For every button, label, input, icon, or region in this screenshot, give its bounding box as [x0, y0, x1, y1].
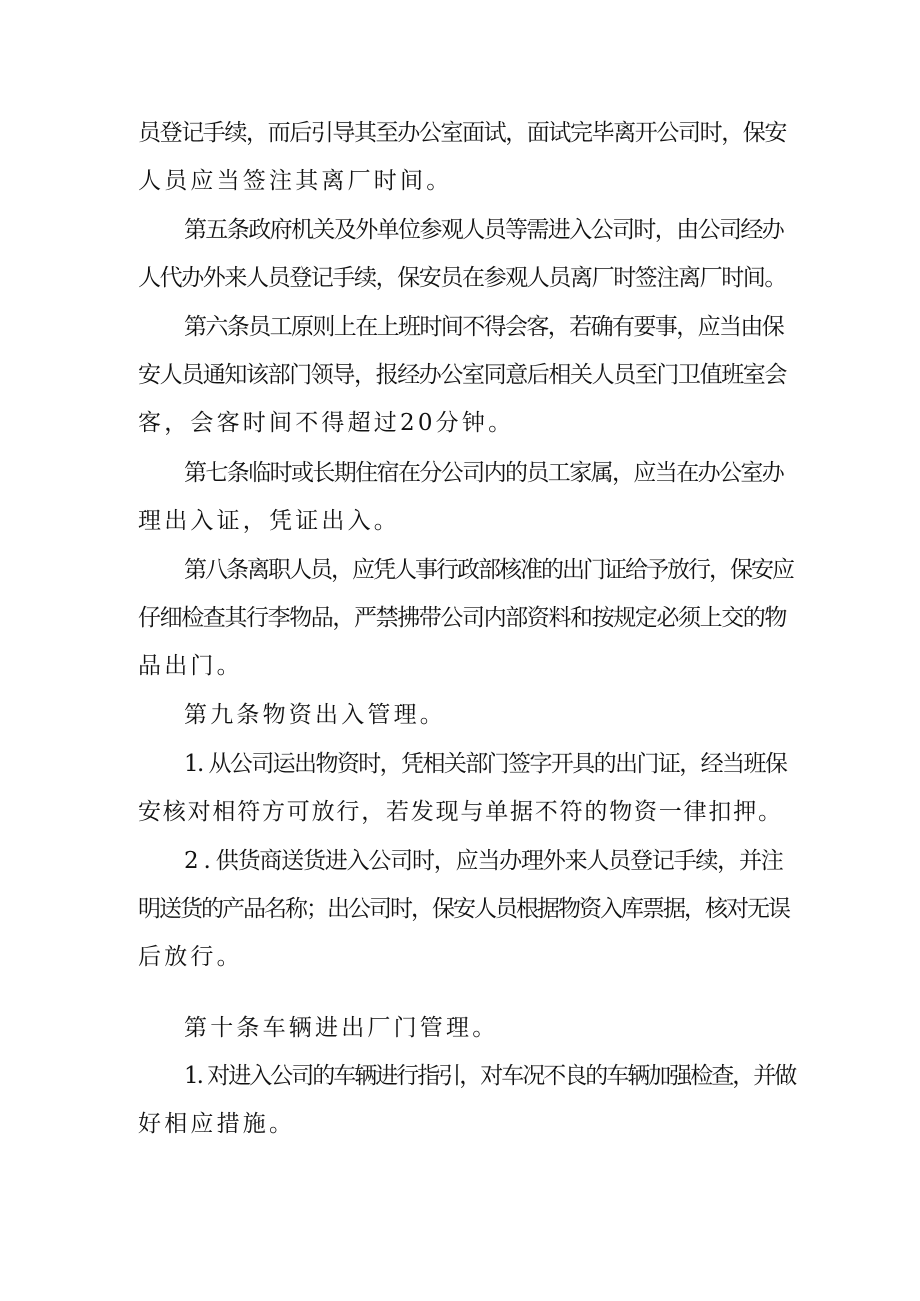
- list-item-10-1: 1. 对进入公司的车辆进行指引，对车况不良的车辆加强检查，并做: [184, 1063, 796, 1089]
- text-line: 品出门。: [138, 653, 243, 679]
- text-line: 好相应措施。: [138, 1111, 296, 1137]
- text-line: 安核对相符方可放行，若发现与单据不符的物资一律扣押。: [138, 799, 783, 825]
- list-item-9-2: 2 . 供货商送货进入公司时，应当办理外来人员登记手续，并注: [184, 848, 783, 874]
- paragraph-article-8: 第八条离职人员，应凭人事行政部核准的出门证给予放行，保安应: [184, 557, 793, 583]
- paragraph-article-6: 第六条员工原则上在上班时间不得会客，若确有要事，应当由保: [184, 314, 784, 340]
- text-line: 人代办外来人员登记手续，保安员在参观人员离厂时签注离厂时间。: [138, 265, 787, 291]
- text-line: 后放行。: [138, 944, 243, 970]
- paragraph-article-5: 第五条政府机关及外单位参观人员等需进入公司时，由公司经办: [184, 217, 784, 243]
- paragraph-article-10: 第十条车辆进出厂门管理。: [184, 1015, 499, 1041]
- text-line: 明送货的产品名称；出公司时，保安人员根据物资入库票据，核对无误: [138, 896, 789, 922]
- list-item-9-1: 1. 从公司运出物资时，凭相关部门签字开具的出门证，经当班保: [184, 751, 787, 777]
- paragraph-article-9: 第九条物资出入管理。: [184, 702, 446, 728]
- text-line: 仔细检查其行李物品，严禁拂带公司内部资料和按规定必须上交的物: [138, 605, 787, 631]
- text-line: 理出入证，凭证出入。: [138, 508, 400, 534]
- text-line: 员登记手续，而后引导其至办公室面试，面试完毕离开公司时，保安: [138, 120, 787, 146]
- text-line: 人员应当签注其离厂时间。: [138, 168, 453, 194]
- text-line: 客，会客时间不得超过20分钟。: [138, 410, 515, 436]
- paragraph-article-7: 第七条临时或长期住宿在分公司内的员工家属，应当在办公室办: [184, 460, 784, 486]
- text-line: 安人员通知该部门领导，报经办公室同意后相关人员至门卫值班室会: [138, 362, 787, 388]
